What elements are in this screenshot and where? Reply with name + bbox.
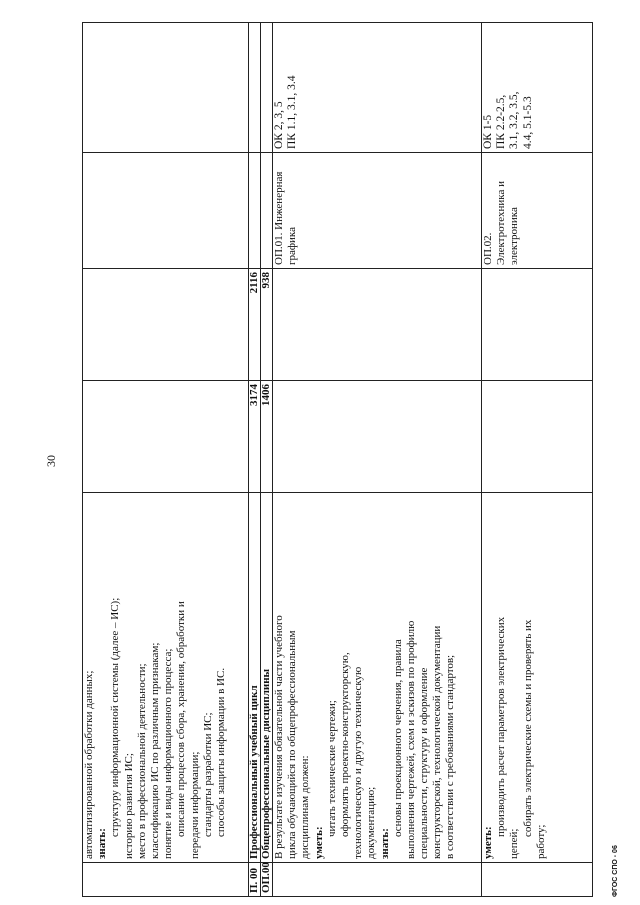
competency-cell xyxy=(261,23,273,153)
mandatory-load-cell: 2116 xyxy=(249,269,261,381)
index-cell xyxy=(482,863,593,897)
index-cell xyxy=(273,863,482,897)
text-line: документацию; xyxy=(365,786,378,859)
text-line: работу; xyxy=(534,824,547,859)
text-line: классификацию ИС по различным признакам; xyxy=(148,642,161,859)
text-line: передачи информации; xyxy=(188,751,201,859)
competency-line: ОК 1-5 xyxy=(482,114,494,149)
text-line: структуру информационной системы (далее – ИС); xyxy=(109,597,122,837)
text-line: производить расчет параметров электрических xyxy=(495,616,508,837)
text-line: выполнения чертежей, схем и эскизов по профилю xyxy=(404,620,417,859)
max-load-cell xyxy=(482,381,593,493)
competency-line: 3.1, 3.2, 3.5, xyxy=(508,91,521,149)
page-number: 30 xyxy=(44,455,58,467)
competency-line: 4.4, 5.1-5.3 xyxy=(521,96,534,149)
text-line: знать: xyxy=(96,828,109,859)
index-cell xyxy=(83,863,249,897)
text-line: место в профессиональной деятельности; xyxy=(135,663,148,859)
footer-label: ФГОС СПО - 06 xyxy=(612,845,619,897)
section-title: Общепрофессиональные дисциплины xyxy=(261,493,273,863)
text-line: оформлять проектно-конструкторскую, xyxy=(338,652,351,837)
text-line: понятие и виды информационного процесса; xyxy=(162,648,175,859)
text-line: дисциплинам должен: xyxy=(299,755,312,859)
competency-cell xyxy=(83,23,249,153)
index-cell: ОП.00 xyxy=(261,863,273,897)
text-line: знать: xyxy=(378,828,391,859)
text-line: описание процессов сбора, хранения, обработки и xyxy=(175,601,188,837)
mandatory-load-cell xyxy=(273,269,482,381)
mandatory-load-cell: 938 xyxy=(261,269,273,381)
section-title: Профессиональный учебный цикл xyxy=(249,493,261,863)
discipline-cell xyxy=(83,153,249,269)
description-cell xyxy=(83,493,249,863)
text-line: читать технические чертежи; xyxy=(325,700,338,837)
text-line: В результате изучения обязательной части учебного xyxy=(273,615,285,859)
text-line: уметь: xyxy=(312,826,325,859)
text-line: в соответствии с требованиями стандартов; xyxy=(444,654,457,859)
competency-cell xyxy=(273,23,482,153)
text-line: собирать электрические схемы и проверять их xyxy=(521,619,534,837)
text-line: технологическую и другую техническую xyxy=(352,666,365,859)
max-load-cell: 3174 xyxy=(249,381,261,493)
text-line: стандарты разработки ИС; xyxy=(201,712,214,837)
discipline-cell: ОП.02. Электротехника и электроника xyxy=(482,153,593,269)
text-line: автоматизированной обработки данных; xyxy=(83,670,95,859)
text-line: уметь: xyxy=(482,826,494,859)
table-row xyxy=(482,23,593,897)
max-load-cell xyxy=(83,381,249,493)
text-line: цикла обучающийся по общепрофессиональным xyxy=(286,630,299,859)
text-line: конструкторской, технологической документации xyxy=(431,625,444,859)
text-line: специальности, структуру и оформление xyxy=(418,667,431,859)
index-cell: П. 00 xyxy=(249,863,261,897)
mandatory-load-cell xyxy=(83,269,249,381)
curriculum-table xyxy=(82,22,593,897)
discipline-cell: ОП.01. Инженерная графика xyxy=(273,153,482,269)
mandatory-load-cell xyxy=(482,269,593,381)
competency-cell xyxy=(249,23,261,153)
max-load-cell: 1406 xyxy=(261,381,273,493)
text-line: цепей; xyxy=(508,828,521,859)
text-line: способы защиты информации в ИС. xyxy=(214,667,227,837)
competency-line: ОК 2, 3, 5 xyxy=(273,101,285,149)
table-row xyxy=(261,23,273,897)
discipline-cell xyxy=(249,153,261,269)
text-line: основы проекционного черчения, правила xyxy=(391,639,404,837)
table-row xyxy=(249,23,261,897)
table-row xyxy=(83,23,249,897)
text-line: историю развития ИС; xyxy=(122,753,135,859)
table-row xyxy=(273,23,482,897)
competency-line: ПК 2.2-2.5, xyxy=(495,94,508,149)
max-load-cell xyxy=(273,381,482,493)
description-cell xyxy=(273,493,482,863)
competency-line: ПК 1.1, 3.1, 3.4 xyxy=(286,75,299,149)
competency-cell xyxy=(482,23,593,153)
description-cell xyxy=(482,493,593,863)
discipline-cell xyxy=(261,153,273,269)
